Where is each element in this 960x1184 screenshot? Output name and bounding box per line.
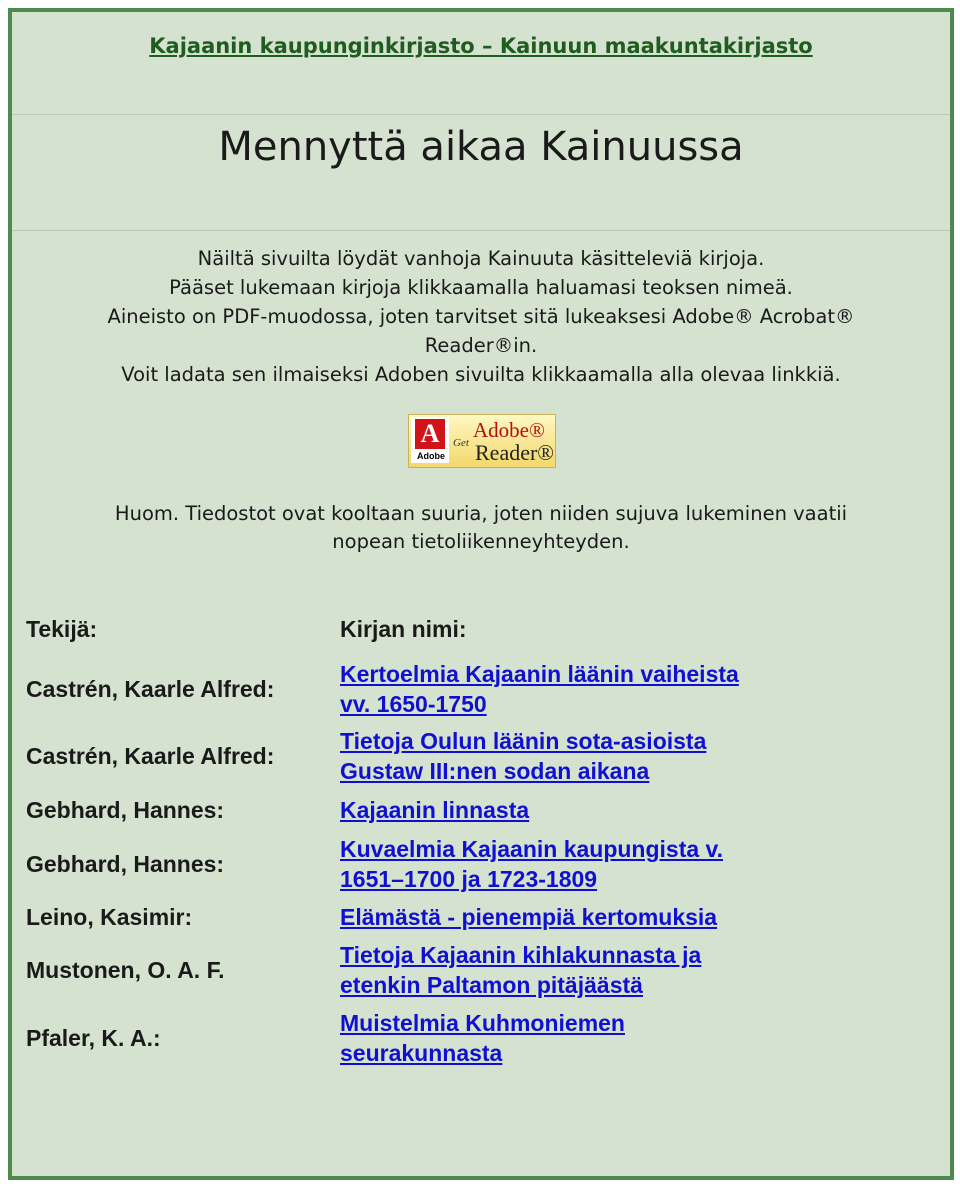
book-title-line: etenkin Paltamon pitäjäästä <box>340 972 643 998</box>
notice-line: Huom. Tiedostot ovat kooltaan suuria, joten niiden sujuva lukeminen vaatii <box>114 502 848 525</box>
book-link[interactable] <box>340 795 900 825</box>
table-row <box>26 936 936 1004</box>
book-title-line: Gustaw III:nen sodan aikana <box>340 758 650 784</box>
intro-line: Reader®in. <box>424 334 538 357</box>
book-title-line: Elämästä - pienempiä kertomuksia <box>340 904 718 930</box>
author-column-header: Tekijä: <box>26 616 98 642</box>
book-title-line: Tietoja Kajaanin kihlakunnasta ja <box>340 942 702 968</box>
author-cell: Castrén, Kaarle Alfred: <box>26 675 275 702</box>
book-link[interactable] <box>340 902 900 932</box>
library-header-link[interactable]: Kajaanin kaupunginkirjasto – Kainuun maakuntakirjasto <box>149 34 813 58</box>
books-table <box>26 616 936 1072</box>
intro-line: Näiltä sivuilta löydät vanhoja Kainuuta käsitteleviä kirjoja. <box>197 247 765 270</box>
book-title-line: Tietoja Oulun läänin sota-asioista <box>340 728 707 754</box>
adobe-logo-word: Adobe <box>417 451 445 461</box>
book-link[interactable] <box>340 1008 900 1068</box>
book-link[interactable] <box>340 834 900 894</box>
book-title-line: seurakunnasta <box>340 1040 503 1066</box>
intro-line: Voit ladata sen ilmaiseksi Adoben sivuilta klikkaamalla alla olevaa linkkiä. <box>121 363 841 386</box>
author-cell: Castrén, Kaarle Alfred: <box>26 742 275 769</box>
adobe-logo-icon <box>411 417 449 463</box>
adobe-brand-label: Adobe® <box>473 418 545 442</box>
notice-line: nopean tietoliikenneyhteyden. <box>332 530 630 553</box>
table-row <box>26 898 936 936</box>
divider-mid <box>12 230 950 231</box>
book-title-line: Kuvaelmia Kajaanin kaupungista v. <box>340 836 724 862</box>
table-header <box>26 616 936 656</box>
page-frame <box>8 8 954 1180</box>
get-adobe-reader-button[interactable] <box>408 414 556 468</box>
book-link[interactable] <box>340 940 900 1000</box>
book-title-line: Kertoelmia Kajaanin läänin vaiheista <box>340 661 739 687</box>
author-cell: Mustonen, O. A. F. <box>26 956 225 983</box>
bandwidth-notice <box>32 500 930 556</box>
author-cell: Pfaler, K. A.: <box>26 1024 161 1051</box>
reader-product-label: Reader® <box>475 440 555 465</box>
table-row <box>26 1004 936 1072</box>
book-title-line: 1651–1700 ja 1723-1809 <box>340 866 598 892</box>
book-title-line: vv. 1650-1750 <box>340 691 487 717</box>
title-column-header: Kirjan nimi: <box>340 616 467 642</box>
adobe-logo-letter: A <box>420 419 440 448</box>
table-row <box>26 722 936 790</box>
book-title-line: Muistelmia Kuhmoniemen <box>340 1010 625 1036</box>
book-link[interactable] <box>340 726 900 786</box>
author-cell: Gebhard, Hannes: <box>26 796 225 823</box>
intro-text <box>32 244 930 389</box>
table-row <box>26 790 936 830</box>
divider-top <box>12 114 950 115</box>
intro-line: Aineisto on PDF-muodossa, joten tarvitset sitä lukeaksesi Adobe® Acrobat® <box>107 305 855 328</box>
book-title-line: Kajaanin linnasta <box>340 797 530 823</box>
book-link[interactable] <box>340 659 900 719</box>
get-label: Get <box>453 437 469 449</box>
page-title: Mennyttä aikaa Kainuussa <box>218 124 744 170</box>
author-cell: Leino, Kasimir: <box>26 903 193 930</box>
author-cell: Gebhard, Hannes: <box>26 850 225 877</box>
table-row <box>26 830 936 898</box>
intro-line: Pääset lukemaan kirjoja klikkaamalla haluamasi teoksen nimeä. <box>169 276 793 299</box>
table-row <box>26 656 936 722</box>
